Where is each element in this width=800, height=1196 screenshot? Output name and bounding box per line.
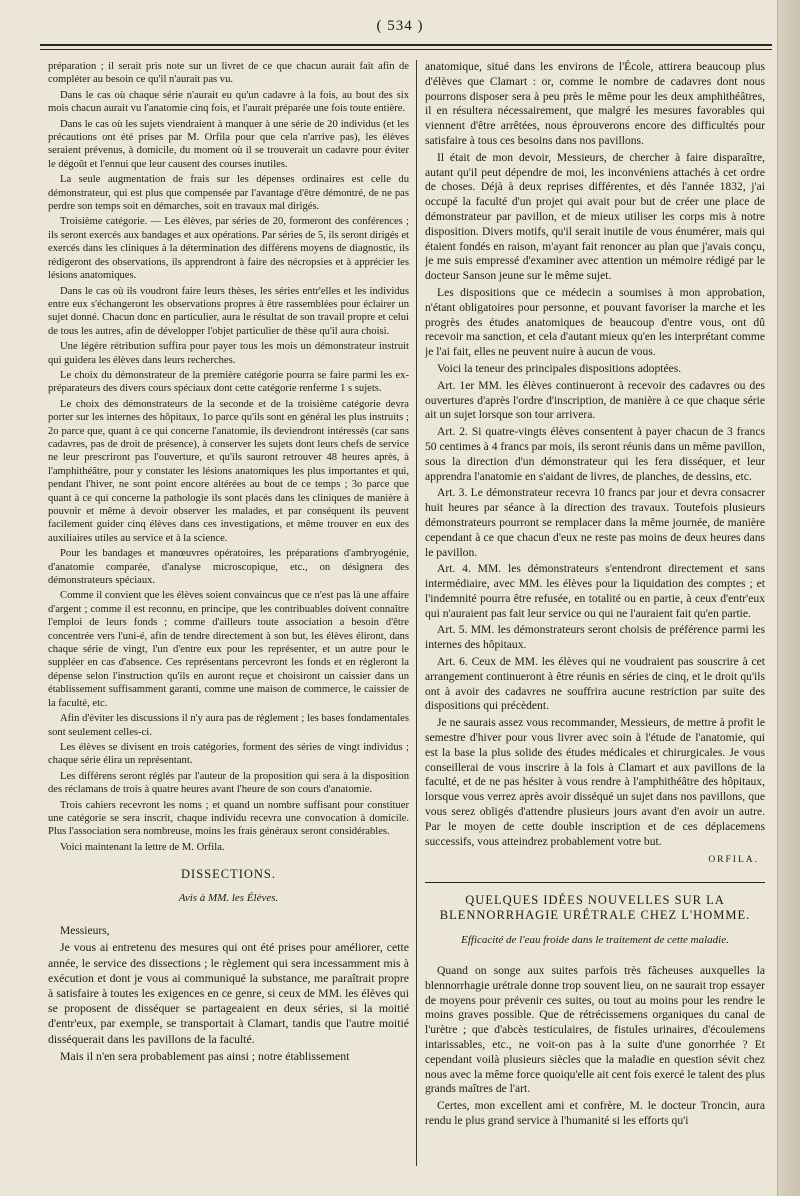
article-2: Art. 2. Si quatre-vingts élèves consentent à payer chacun de 3 francs 50 centimes à 4 francs par mois, ils seront réunis dans un même pavillon, sous la direction d'un démonstrateur qui les fera disséquer, et leur apprendra l'anatomie en s'aidant de livres, de planches, de dessins, etc.	[425, 425, 765, 483]
paragraph: Les différens seront réglés par l'auteur de la proposition qui sera à la disposition des réclamans de trois à quatre heures avant l'heure de son cours d'anatomie.	[48, 770, 409, 796]
right-column	[425, 60, 765, 1186]
paragraph: Troisième catégorie. — Les élèves, par séries de 20, formeront des conférences ; ils seront exercés aux bandages et aux opérations. Par séries de 5, ils seront dirigés et exercés dans les cliniques à la détermination des différens moyens de diagnostic, ils rédigeront des observations, ils apprendront à faire des nécropsies et à apprécier les lésions anatomiques.	[48, 216, 409, 282]
paragraph: Voici la teneur des principales dispositions adoptées.	[437, 361, 682, 375]
paragraph: Certes, mon excellent ami et confrère, M. le docteur Troncin, aura rendu le plus grand service à l'humanité si les efforts qu'i	[425, 1099, 765, 1127]
paragraph: Pour les bandages et manœuvres opératoires, les préparations d'ambryogénie, d'anatomie comparée, d'analyse microscopique, etc., on désignera des démonstrateurs spéciaux.	[48, 548, 409, 587]
salutation: Messieurs,	[60, 924, 110, 937]
paragraph: Voici maintenant la lettre de M. Orfila.	[60, 841, 225, 853]
header-rule	[40, 44, 772, 46]
paragraph: La seule augmentation de frais sur les dépenses ordinaires est celle du démonstrateur, qui est plus que compensée par l'avantage d'être démontré, de ne pas perdre son temps soit en démarches, soit en travaux mal dirigés.	[48, 174, 409, 213]
paragraph: Le choix des démonstrateurs de la seconde et de la troisième catégorie devra porter sur les internes des hôpitaux, 1o parce qu'ils sont en général les plus instruits ; 2o parce que, quant à ce qui concerne l'anatomie, ils deviendront intéressés (car sans cadavres, pas de droit de présence), à conserver les sujets dont leurs chefs de service ne leur prescriront pas l'ouverture, et qu'ils sauront retrouver 48 heures après, à l'amphithéâtre, pour y constater les lésions anatomiques les plus importantes et qui, pendant l'hiver, ne sont point encore altérées au bout de ce temps ; 3o parce que quant à ce qui concerne la pathologie ils sont placés dans les cliniques de manière à pouvoir et même à devoir observer les malades, et par conséquent ils peuvent facilement guider cinq élèves dans ces investigations, et même trouver en eux des auxiliaires utiles au service et à la science.	[48, 398, 409, 544]
paragraph: Les dispositions que ce médecin a soumises à mon approbation, n'étant obligatoires pour personne, et pouvant favoriser la marche et les progrès des études anatomiques de beaucoup d'entre vous, ont dû recevoir ma sanction, et cela d'autant mieux qu'en les interprétant comme je l'ai fait, elles ne peuvent nuire à aucun de vous.	[425, 285, 765, 359]
letter-paragraph: Mais il n'en sera probablement pas ainsi ; notre établissement	[60, 1048, 350, 1063]
column-divider	[416, 60, 417, 1166]
paragraph: Dans le cas où chaque série n'aurait eu qu'un cadavre à la fois, au bout des six mois chacun aurait vu l'anatomie cinq fois, et l'aurait préparée une fois toute entière.	[48, 89, 409, 115]
article-6: Art. 6. Ceux de MM. les élèves qui ne voudraient pas souscrire à cet arrangement continueront à être réunis en séries de cinq, et le droit qu'ils ont à avoir des cadavres ne souffrira aucune restriction par suite des dispositions qui précèdent.	[425, 655, 765, 713]
signature: ORFILA.	[708, 855, 759, 866]
paragraph: Une légère rétribution suffira pour payer tous les mois un démonstrateur instruit qui guidera les élèves dans leurs recherches.	[48, 341, 409, 366]
section-title: DISSECTIONS.	[181, 867, 276, 882]
paragraph: préparation ; il serait pris note sur un livret de ce que chacun aurait fait afin de compléter au besoin ce qu'il n'aurait pas vu.	[48, 61, 409, 86]
paragraph: Il était de mon devoir, Messieurs, de chercher à faire disparaître, autant qu'il peut dépendre de moi, les inconvéniens attachés à cet ordre de choses. Déjà à deux reprises différentes, et dès l'année 1832, j'ai occupé la faculté d'un projet qui avait pour but de créer une place de démonstrateur par pavillon, et de mieux utiliser les corps mis à notre disposition. Divers motifs, qu'il serait inutile de vous énumérer, mais qui étaient fondés en raison, m'ayant fait renoncer au plan que j'avais conçu, je me suis empressé d'examiner avec attention un mémoire rédigé par le docteur Sanson jeune sur le même sujet.	[425, 150, 765, 283]
article-3: Art. 3. Le démonstrateur recevra 10 francs par jour et devra consacrer huit heures par séance à la direction des travaux. Toutefois plusieurs démonstrateurs pourront se remplacer dans la même journée, de manière cependant à ce que chacun d'eux ne reste pas moins de deux heures dans le pavillon.	[425, 486, 765, 559]
paragraph: Trois cahiers recevront les noms ; et quand un nombre suffisant pour constituer une catégorie se sera inscrit, chaque individu recevra une convocation à domicile. Plus l'association sera nombreuse, moins les frais généraux seront considérables.	[48, 799, 409, 838]
section-subtitle: Avis à MM. les Élèves.	[178, 891, 279, 904]
article-5: Art. 5. MM. les démonstrateurs seront choisis de préférence parmi les internes des hôpitaux.	[425, 623, 765, 652]
article-title: QUELQUES IDÉES NOUVELLES SUR LA BLENNORRHAGIE URÉTRALE CHEZ L'HOMME.	[439, 893, 751, 923]
paragraph: Quand on songe aux suites parfois très fâcheuses auxquelles la blennorrhagie urétrale donne trop souvent lieu, on ne saurait trop essayer de moyens pour prévenir ces suites, ou tout au moins pour les rendre le moins graves possible. Que de rétrécissemens organiques du canal de l'urètre ; que d'abcès testiculaires, de fistules urinaires, d'écoulemens intarissables, etc., ne voit-on pas à la suite d'une gonorrhée ? Et cependant voilà plusieurs siècles que la maladie en question sévit chez nous avec la même force quoiqu'elle ait cent fois exercé le talent des plus grands maîtres de l'art.	[425, 964, 765, 1096]
section-rule	[425, 882, 765, 883]
paragraph: Dans le cas où les sujets viendraient à manquer à une série de 20 individus (et les précautions ont été prises par M. Orfila pour que cela n'arrive pas), les élèves seraient prévenus, à domicile, du moment où il se trouverait un cadavre pour éviter le dégoût et l'ennui que leur causent des courses inutiles.	[48, 118, 409, 170]
article-subtitle: Efficacité de l'eau froide dans le traitement de cette maladie.	[461, 934, 729, 947]
paragraph: anatomique, situé dans les environs de l'École, attirera beaucoup plus d'élèves que Clamart : or, comme le nombre de cadavres dont nous pourrons disposer sera à peu près le même pour les deux amphithéâtres, il en résultera nécessairement, que malgré les mesures favorables qui viennent d'être arrêtées, nous éprouverons encore des difficultés pour satisfaire à tous ces besoins dans nos pavillons.	[425, 60, 765, 147]
page-edge	[777, 0, 800, 1196]
article-4: Art. 4. MM. les démonstrateurs s'entendront directement et sans intermédiaire, avec MM. les élèves pour la liquidation des comptes ; et l'indemnité pourra être refusée, en totalité ou en partie, à ceux d'entr'eux qui n'auraient pas fait leur service ou qui ne l'auraient fait qu'en partie.	[425, 562, 765, 620]
paragraph: Comme il convient que les élèves soient convaincus que ce n'est pas là une affaire d'argent ; comme il est reconnu, en principe, que les contribuables doivent connaître l'emploi de leurs fonds ; comme d'ailleurs toute association a besoin d'être concentrée vers l'uni-é, afin de tendre directement à son but, les élèves éliront, dans chaque série de vingt, l'un d'entre eux pour les représenter, et un autre pour le suppléer en cas d'absence. Ces représentans percevront les fonds et en règleront la dépense selon l'instruction qu'ils en auront reçue et choisiront un caissier dans un établissement suffisamment garanti, comme une maison de commerce, le caissier de la faculté, etc.	[48, 590, 409, 709]
letter-paragraph: Je vous ai entretenu des mesures qui ont été prises pour améliorer, cette année, le service des dissections ; le règlement qui sera incessamment mis à exécution et dont je vous ai communiqué la substance, me paraîtrait propre à satisfaire à toutes les exigences en ce genre, si ceux de MM. les élèves qui se proposent de disséquer se partageaient en deux séries, si la moitié d'entr'eux, par exemple, se transportait à Clamart, tandis que l'autre moitié disséquerait dans les pavillons de la faculté.	[48, 940, 409, 1046]
article-1: Art. 1er MM. les élèves continueront à recevoir des cadavres ou des ouvertures d'après l'ordre d'inscription, de manière à ce que chaque série ait un sujet lorsque son tour arrivera.	[425, 378, 765, 422]
header-rule-thin	[40, 49, 772, 50]
left-column	[48, 60, 409, 1186]
paragraph: Je ne saurais assez vous recommander, Messieurs, de mettre à profit le semestre d'hiver pour vous livrer avec soin à l'étude de l'anatomie, qui est la base la plus solide des études médicales et chirurgicales. Je vous conseillerai de vous inscrire à la fois à Clamart et aux pavillons de la faculté, et de ne pas hésiter à vous rendre à l'amphithéâtre des hôpitaux, lorsque vous verrez après avoir disséqué un sujet dans nos pavillons, que vous serez obligés d'attendre plusieurs jours avant d'en avoir un autre. Par le moyen de cette double inscription et de ces déplacemens successifs, vous atteindrez probablement votre but.	[425, 716, 765, 848]
paragraph: Les élèves se divisent en trois catégories, forment des séries de vingt individus ; chaque série élira un représentant.	[48, 741, 409, 767]
paragraph: Afin d'éviter les discussions il n'y aura pas de règlement ; les bases fondamentales sont seulement celles-ci.	[48, 713, 409, 738]
paragraph: Dans le cas où ils voudront faire leurs thèses, les séries entr'elles et les individus entre eux s'échangeront les observations propres à être rassemblées pour éclairer un sujet donné. Chacun donc en particulier, aura le résultat de son travail propre et celui de tous les autres, afin de développer l'objet particulier de thèse qu'il aura choisi.	[48, 285, 409, 337]
paragraph: Le choix du démonstrateur de la première catégorie pourra se faire parmi les ex-préparateurs des divers cours spéciaux dont cette catégorie renferme 1 s sujets.	[48, 369, 409, 395]
page-number: ( 534 )	[376, 18, 424, 34]
